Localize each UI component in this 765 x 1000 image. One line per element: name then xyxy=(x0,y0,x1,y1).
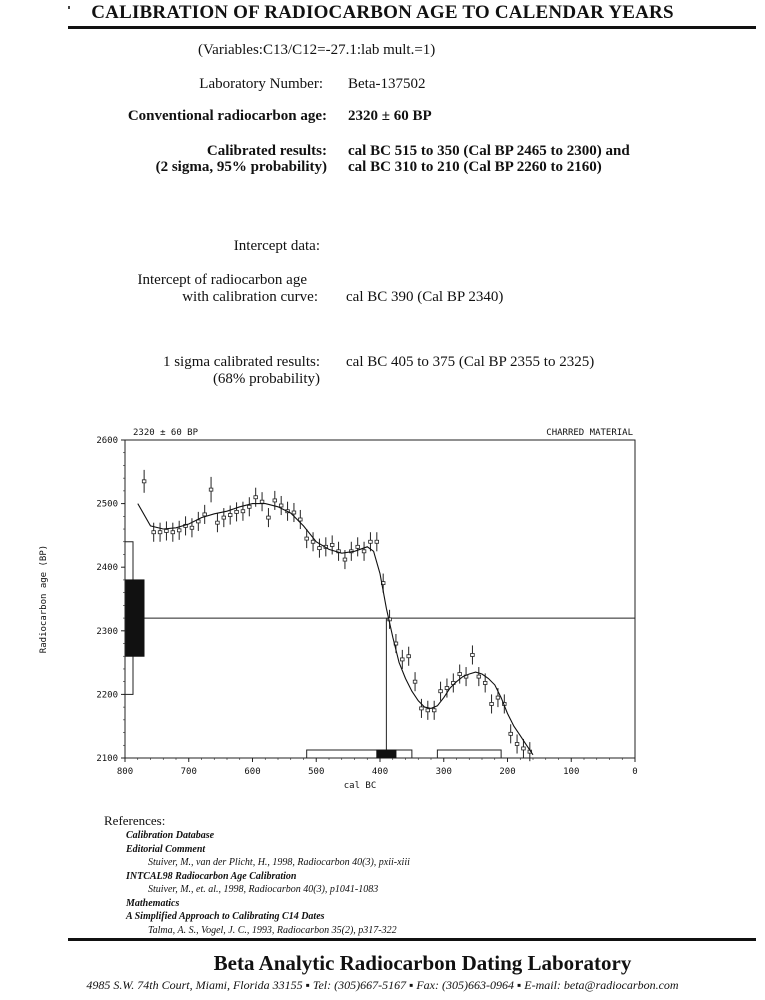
measurement-point xyxy=(362,550,366,553)
measurement-point xyxy=(241,510,245,513)
measurement-point xyxy=(299,518,303,521)
measurement-point xyxy=(343,558,347,561)
measurement-point xyxy=(330,543,334,546)
reference-line: Stuiver, M., et. al., 1998, Radiocarbon 40(3), p1041-1083 xyxy=(148,884,379,895)
measurement-point xyxy=(171,531,175,534)
measurement-point xyxy=(318,547,322,550)
measurement-point xyxy=(490,702,494,705)
measurement-point xyxy=(432,709,436,712)
measurement-point xyxy=(177,529,181,532)
x-tick-label: 0 xyxy=(632,767,638,777)
x-tick-label: 500 xyxy=(308,767,325,777)
measurement-point xyxy=(152,531,156,534)
calibrated-results-value-2: cal BC 310 to 210 (Cal BP 2260 to 2160) xyxy=(348,159,602,175)
calibrated-results-value-1: cal BC 515 to 350 (Cal BP 2465 to 2300) and xyxy=(348,143,630,159)
measurement-point xyxy=(413,680,417,683)
measurement-point xyxy=(445,687,449,690)
measurement-point xyxy=(305,537,309,540)
one-sigma-label-1: 1 sigma calibrated results: xyxy=(162,354,320,370)
calibration-chart-svg xyxy=(30,420,650,800)
calibrated-2sigma-range xyxy=(437,750,501,758)
measurement-point xyxy=(515,743,519,746)
measurement-point xyxy=(426,709,430,712)
bottom-rule xyxy=(68,938,756,941)
reference-line: Talma, A. S., Vogel, J. C., 1993, Radiocarbon 35(2), p317-322 xyxy=(148,924,397,936)
measurement-point xyxy=(458,673,462,676)
calibrated-1sigma-range xyxy=(377,750,396,758)
conventional-age-value: 2320 ± 60 BP xyxy=(348,108,432,124)
measurement-point xyxy=(203,513,207,516)
measurement-point xyxy=(471,653,475,656)
measurement-point xyxy=(509,732,513,735)
page-title: CALIBRATION OF RADIOCARBON AGE TO CALENDAR YEARS xyxy=(91,2,674,23)
intercept-value: cal BC 390 (Cal BP 2340) xyxy=(346,289,504,305)
y-tick-label: 2200 xyxy=(96,690,118,701)
measurement-point xyxy=(477,675,481,678)
intercept-label-2: with calibration curve: xyxy=(182,289,318,305)
age-1sigma-box xyxy=(126,580,144,656)
x-tick-label: 800 xyxy=(116,767,134,777)
measurement-point xyxy=(228,514,232,517)
intercept-label-1: Intercept of radiocarbon age xyxy=(137,272,307,288)
x-tick-label: 400 xyxy=(371,767,389,777)
reference-line: Editorial Comment xyxy=(126,843,206,855)
measurement-point xyxy=(279,504,283,507)
measurement-point xyxy=(439,690,443,693)
measurement-point xyxy=(165,529,169,532)
measurement-point xyxy=(356,545,360,548)
measurement-point xyxy=(292,511,296,514)
measurement-point xyxy=(190,526,194,529)
measurement-point xyxy=(142,480,146,483)
measurement-point xyxy=(483,681,487,684)
lab-number-value: Beta-137502 xyxy=(348,76,426,92)
y-tick-label: 2400 xyxy=(96,563,118,574)
measurement-point xyxy=(375,540,379,543)
reference-line: Mathematics xyxy=(126,897,180,909)
one-sigma-value: cal BC 405 to 375 (Cal BP 2355 to 2325) xyxy=(346,354,595,370)
footer-lab-name: Beta Analytic Radiocarbon Dating Laboratory xyxy=(213,951,632,975)
top-rule xyxy=(68,26,756,29)
chart-title-left: 2320 ± 60 BP xyxy=(133,428,199,438)
reference-line: Calibration Database xyxy=(126,830,215,841)
x-tick-label: 600 xyxy=(244,767,261,777)
measurement-point xyxy=(260,500,264,503)
measurement-point xyxy=(311,540,315,543)
measurement-point xyxy=(158,531,162,534)
y-tick-label: 2500 xyxy=(96,499,118,510)
x-axis-label: cal BC xyxy=(343,781,377,791)
measurement-point xyxy=(267,516,271,519)
plot-frame xyxy=(125,440,635,758)
measurement-point xyxy=(209,488,213,491)
measurement-point xyxy=(235,510,239,513)
x-tick-label: 100 xyxy=(563,767,580,777)
footer-address: 4985 S.W. 74th Court, Miami, Florida 33155 ▪ Tel: (305)667-5167 ▪ Fax: (305)663-0964 ▪ E-mail: beta@radiocarbon.com xyxy=(86,978,679,992)
conventional-age-label: Conventional radiocarbon age: xyxy=(127,108,327,124)
references-list xyxy=(104,829,410,937)
x-tick-label: 700 xyxy=(180,767,197,777)
calibration-chart xyxy=(30,420,650,800)
measurement-point xyxy=(401,658,405,661)
lab-number-label: Laboratory Number: xyxy=(199,76,323,92)
references xyxy=(104,813,410,937)
measurement-point xyxy=(522,747,526,750)
y-tick-label: 2100 xyxy=(96,754,118,764)
measurement-point xyxy=(496,696,500,699)
intercept-heading: Intercept data: xyxy=(233,238,320,254)
calibrated-results-sublabel: (2 sigma, 95% probability) xyxy=(155,159,327,175)
measurement-point xyxy=(369,540,373,543)
measurement-point xyxy=(254,496,258,499)
reference-line: INTCAL98 Radiocarbon Age Calibration xyxy=(126,870,297,882)
measurement-point xyxy=(420,707,424,710)
y-tick-label: 2300 xyxy=(96,626,118,637)
reference-line: Stuiver, M., van der Plicht, H., 1998, Radiocarbon 40(3), pxii-xiii xyxy=(148,857,410,868)
measurement-point xyxy=(273,499,277,502)
measurement-point xyxy=(248,505,252,508)
references-heading: References: xyxy=(104,813,166,828)
x-tick-label: 200 xyxy=(499,767,516,777)
x-tick-label: 300 xyxy=(435,767,452,777)
y-tick-label: 2600 xyxy=(96,436,118,446)
calibrated-results-label: Calibrated results: xyxy=(206,143,327,159)
measurement-point xyxy=(216,521,220,524)
calibration-curve-line xyxy=(138,504,533,755)
chart-title-right: CHARRED MATERIAL xyxy=(546,428,633,438)
measurement-point xyxy=(222,516,226,519)
one-sigma-label-2: (68% probability) xyxy=(212,371,320,387)
measurement-point xyxy=(407,655,411,658)
variables-line: (Variables:C13/C12=-27.1:lab mult.=1) xyxy=(198,42,436,58)
reference-line: A Simplified Approach to Calibrating C14 Dates xyxy=(126,911,325,922)
y-axis-label: Radiocarbon age (BP) xyxy=(39,544,49,654)
